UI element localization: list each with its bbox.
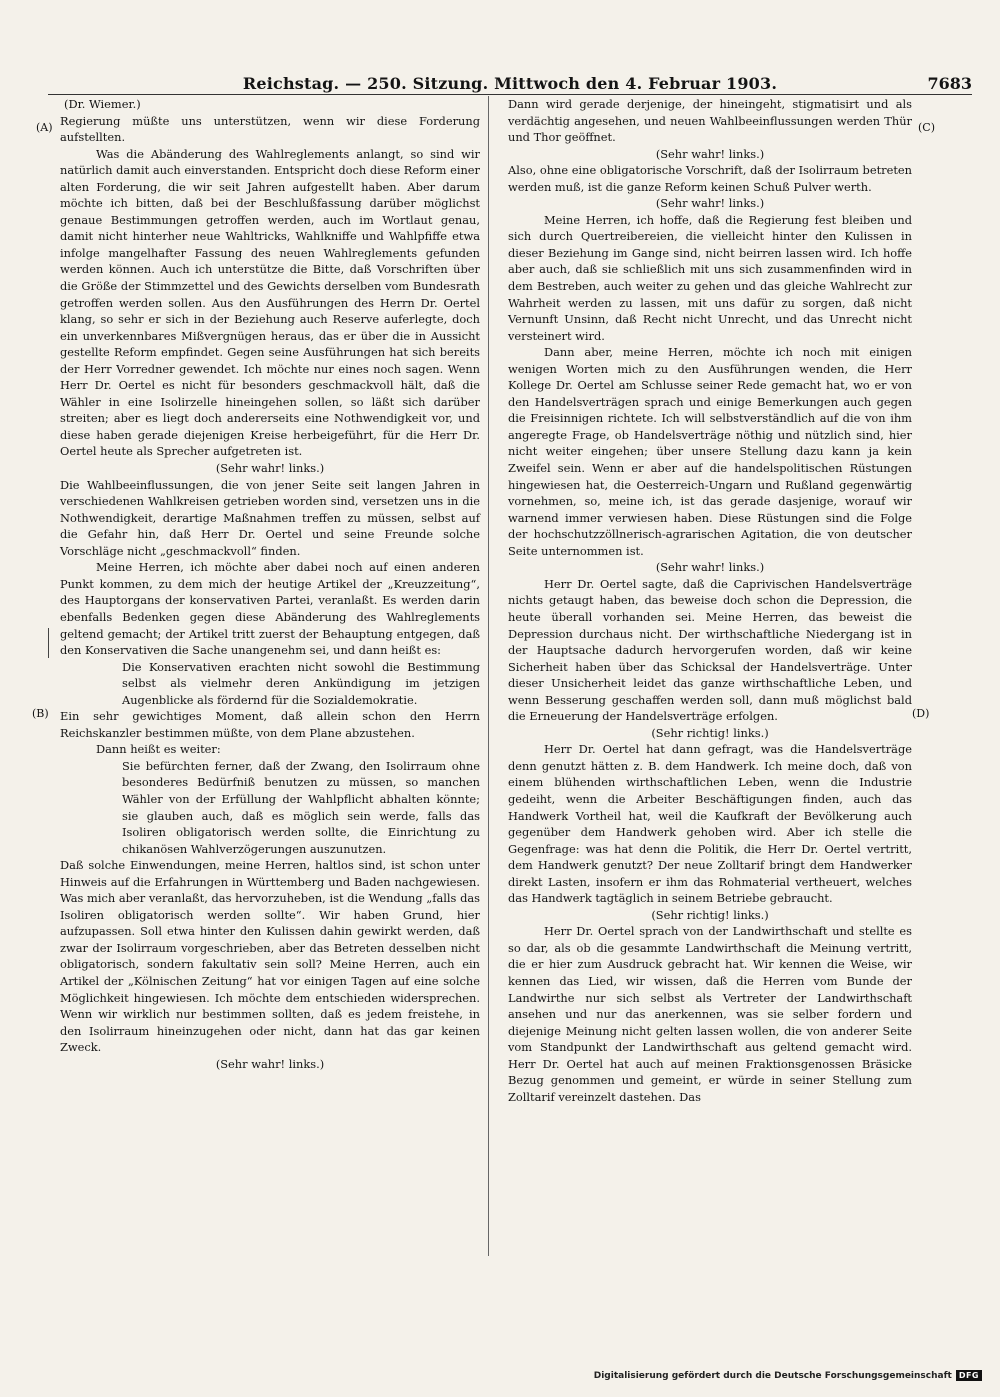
dfg-logo: DFG (956, 1370, 982, 1381)
right-column (508, 96, 912, 1105)
paragraph-para: Was die Abänderung des Wahlreglements anlangt, so sind wir natürlich damit auch einverstanden. Entspricht doch diese Reform einer alten Forderung, die wir seit Jahren aufgestellt haben. Aber darum möchte ich bitten, daß bei der Beschlußfassung darüber möglichst genaue Bestimmungen getroffen werden, auch im Wortlaut genau, damit nicht hinterher neue Wahltricks, Wahlkniffe und Wahlpfiffe etwa infolge mangelhafter Fassung des neuen Wahlreglements gefunden werden können. Auch ich unterstütze die Bitte, daß Vorschriften über die Größe der Stimmzettel und des Gewichts derselben vom Bundesrath getroffen werden sollen. Aus den Ausführungen des Herrn Dr. Oertel klang, so sehr er sich in der Beziehung auch Reserve auferlegte, doch ein unverkennbares Mißvergnügen heraus, das er über die in Aussicht gestellte Reform empfindet. Gegen seine Ausführungen hat sich bereits der Herr Vorredner gewendet. Ich möchte nur eines noch sagen. Wenn Herr Dr. Oertel es nicht für besonders geschmackvoll hält, daß die Wähler in eine Isolirzelle hineingehen sollen, so läßt sich darüber streiten; aber es liegt doch andererseits eine Nothwendigkeit vor, und diese haben gerade diejenigen Kreise herbeigeführt, für die Herr Dr. Oertel heute als Sprecher aufgetreten ist. (60, 146, 480, 459)
running-title: Reichstag. — 250. Sitzung. Mittwoch den 4. Februar 1903. (242, 74, 778, 93)
column-divider (488, 96, 489, 1256)
paragraph-noind: Also, ohne eine obligatorische Vorschrift, daß der Isolirraum betreten werden muß, ist die ganze Reform keinen Schuß Pulver werth. (508, 163, 912, 194)
margin-marker-b: (B) (32, 707, 49, 720)
paragraph-noind: Die Wahlbeeinflussungen, die von jener Seite seit langen Jahren in verschiedenen Wahlkreisen getrieben worden sind, versetzen uns in die Nothwendigkeit, derartige Maßnahmen treffen zu müssen, selbst auf die Gefahr hin, daß Herr Dr. Oertel und seine Freunde solche Vorschläge nicht „geschmackvoll“ finden. (60, 477, 480, 558)
paragraph-quote: Die Konservativen erachten nicht sowohl die Bestimmung selbst als vielmehr deren Ankündigung im jetzigen Augenblicke als fördernd für die Sozialdemokratie. (122, 659, 480, 707)
margin-marker-a: (A) (36, 121, 53, 134)
paragraph-noind: Ein sehr gewichtiges Moment, daß allein schon den Herrn Reichskanzler bestimmen müßte, von dem Plane abzustehen. (60, 709, 480, 740)
paragraph-reaction: (Sehr richtig! links.) (651, 725, 769, 740)
paragraph-reaction: (Sehr wahr! links.) (655, 146, 765, 161)
paragraph-reaction: (Sehr wahr! links.) (655, 196, 765, 211)
paragraph-reaction: (Sehr wahr! links.) (655, 560, 765, 575)
paragraph-para: Dann heißt es weiter: (96, 742, 221, 757)
paragraph-quote: Sie befürchten ferner, daß der Zwang, den Isolirraum ohne besonderes Bedürfniß benutzen zu müssen, so manchen Wähler von der Erfüllung der Wahlpflicht abhalten könnte; sie glauben auch, daß es möglich sein werde, falls das Isoliren obligatorisch werden sollte, die Einrichtung zu chikanösen Wahlverzögerungen auszunutzen. (122, 758, 480, 856)
margin-marker-c: (C) (918, 121, 935, 134)
paragraph-reaction: (Sehr wahr! links.) (215, 461, 325, 476)
page-number: 7683 (927, 74, 972, 93)
paragraph-noind: Dann wird gerade derjenige, der hineingeht, stigmatisirt und als verdächtig angesehen, und neuen Wahlbeeinflussungen werden Thür und Thor geöffnet. (508, 97, 912, 145)
running-header (48, 72, 972, 95)
paragraph-reaction: (Sehr wahr! links.) (215, 1056, 325, 1071)
left-column (60, 96, 480, 1072)
footer (594, 1370, 982, 1381)
margin-line (48, 628, 49, 658)
paragraph-para: Herr Dr. Oertel sagte, daß die Caprivischen Handelsverträge nichts getaugt haben, das beweise doch schon die Depression, die heute überall vorhanden sei. Meine Herren, das beweist die Depression durchaus nicht. Der wirthschaftliche Niedergang ist in der Hauptsache dadurch hervorgerufen worden, daß wir keine Sicherheit haben über das Schicksal der Handelsverträge. Unter dieser Unsicherheit leidet das ganze wirthschaftliche Leben, und wenn Besserung geschaffen werden soll, dann muß möglichst bald die Erneuerung der Handelsverträge erfolgen. (508, 576, 912, 724)
paragraph-para: Meine Herren, ich hoffe, daß die Regierung fest bleiben und sich durch Quertreibereien, die vielleicht hinter den Kulissen in dieser Beziehung im Gange sind, nicht beirren lassen wird. Ich hoffe aber auch, daß sie schließlich mit uns sich zusammenfinden wird in dem Bestreben, auch weiter zu gehen und das gleiche Wahlrecht zur Wahrheit werden zu lassen, mit uns dafür zu sorgen, daß nicht Vernunft Unsinn, daß Recht nicht Unrecht, und das Unrecht nicht versteinert wird. (508, 212, 912, 343)
paragraph-reaction: (Sehr richtig! links.) (651, 907, 769, 922)
paragraph-para: Meine Herren, ich möchte aber dabei noch auf einen anderen Punkt kommen, zu dem mich der heutige Artikel der „Kreuzzeitung“, des Hauptorgans der konservativen Partei, veranlaßt. Es werden darin ebenfalls Bedenken gegen diese Abänderung des Wahlreglements geltend gemacht; der Artikel tritt zuerst der Behauptung entgegen, daß den Konservativen die Sache unangenehm sei, und dann heißt es: (60, 560, 480, 658)
paragraph-para: Herr Dr. Oertel hat dann gefragt, was die Handelsverträge denn genutzt hätten z. B. dem Handwerk. Ich meine doch, daß von einem blühenden wirthschaftlichen Leben, wenn die Industrie gedeiht, wenn die Arbeiter Beschäftigungen finden, auch das Handwerk Vortheil hat, weil die Kaufkraft der Bevölkerung auch gegenüber dem Handwerk gehoben wird. Aber ich stelle die Gegenfrage: was hat denn die Politik, die Herr Dr. Oertel vertritt, dem Handwerk genutzt? Der neue Zolltarif bringt dem Handwerker direkt Lasten, insofern er ihm das Rohmaterial vertheuert, welches das Handwerk tagtäglich in seinem Betriebe gebraucht. (508, 742, 912, 906)
paragraph-speaker: (Dr. Wiemer.) (64, 97, 141, 111)
paragraph-noind: Daß solche Einwendungen, meine Herren, haltlos sind, ist schon unter Hinweis auf die Erfahrungen in Württemberg und Baden nachgewiesen. Was mich aber veranlaßt, das hervorzuheben, ist die Wendung „falls das Isoliren obligatorisch werden sollte“. Wir haben Grund, hier aufzupassen. Soll etwa hinter den Kulissen dahin gewirkt werden, daß zwar der Isolirraum vorgeschrieben, aber das Betreten desselben nicht obligatorisch, sondern fakultativ sein soll? Meine Herren, auch ein Artikel der „Kölnischen Zeitung“ hat vor einigen Tagen auf eine solche Möglichkeit hingewiesen. Ich möchte dem entschieden widersprechen. Wenn wir wirklich nur bestimmen sollten, daß es jedem freistehe, in den Isolirraum hineinzugehen oder nicht, dann hat das gar keinen Zweck. (60, 858, 480, 1055)
margin-marker-d: (D) (912, 707, 930, 720)
footer-credit: Digitalisierung gefördert durch die Deutsche Forschungsgemeinschaft (593, 1370, 952, 1381)
paragraph-para: Dann aber, meine Herren, möchte ich noch mit einigen wenigen Worten mich zu den Ausführungen wenden, die Herr Kollege Dr. Oertel am Schlusse seiner Rede gemacht hat, wo er von den Handelsverträgen sprach und einige Bemerkungen auch gegen die Freisinnigen richtete. Ich will selbstverständlich auf die von ihm angeregte Frage, ob Handelsverträge nöthig und nützlich sind, hier nicht weiter eingehen; über unsere Stellung dazu kann ja kein Zweifel sein. Wenn er aber auf die handelspolitischen Rüstungen hingewiesen hat, die Oesterreich-Ungarn und Rußland gegenwärtig vornehmen, so, meine ich, ist das gerade dasjenige, worauf wir warnend immer verwiesen haben. Diese Rüstungen sind die Folge der hochschutzzöllnerisch-agrarischen Agitation, die von deutscher Seite unternommen ist. (508, 345, 912, 558)
paragraph-noind: Regierung müßte uns unterstützen, wenn wir diese Forderung aufstellten. (60, 113, 480, 145)
paragraph-para: Herr Dr. Oertel sprach von der Landwirthschaft und stellte es so dar, als ob die gesammte Landwirthschaft die Meinung vertritt, die er hier zum Ausdruck gebracht hat. Wir kennen die Weise, wir kennen das Lied, wir wissen, daß die Herren vom Bunde der Landwirthe nur sich selbst als Vertreter der Landwirthschaft ansehen und nur das anerkennen, was sie selber fordern und diejenige Meinung nicht gelten lassen wollen, die von anderer Seite vom Standpunkt der Landwirthschaft aus geltend gemacht wird. Herr Dr. Oertel hat auch auf meinen Fraktionsgenossen Bräsicke Bezug genommen und gemeint, er würde in seiner Stellung zum Zolltarif vereinzelt dastehen. Das (508, 924, 912, 1104)
